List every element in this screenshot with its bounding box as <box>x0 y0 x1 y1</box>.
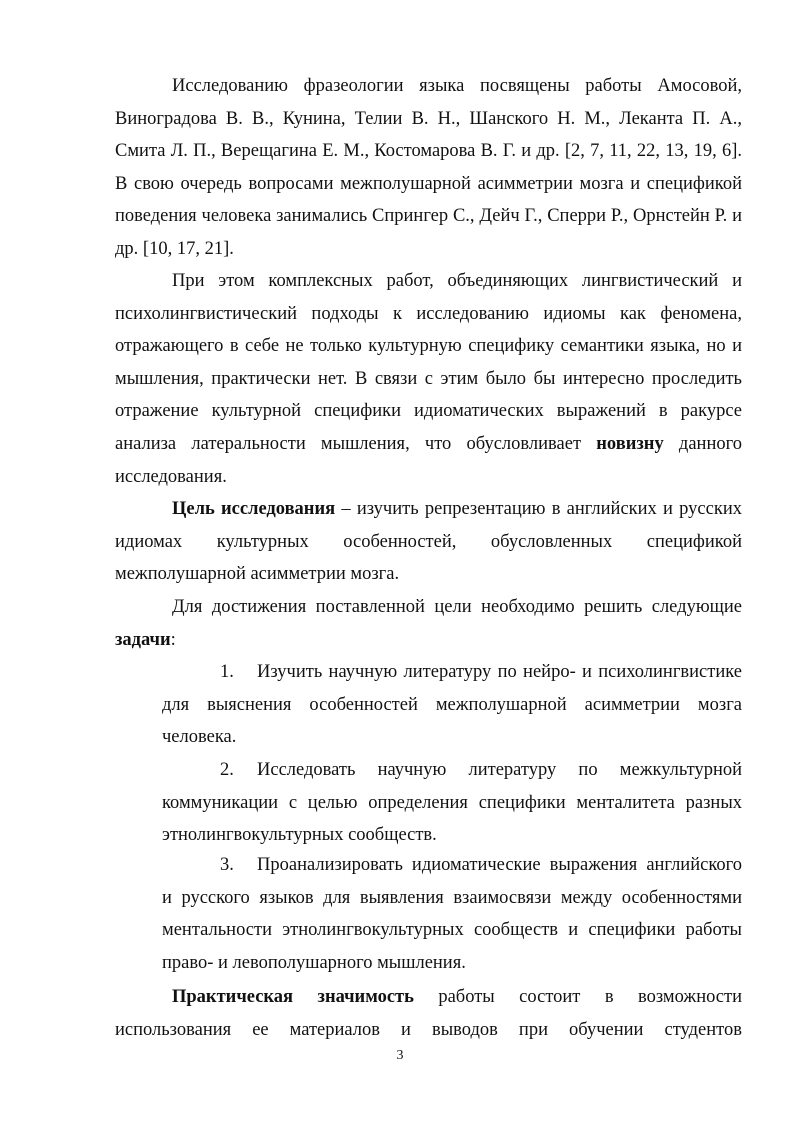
tasks-heading: задачи <box>115 629 171 650</box>
paragraph-literature-review <box>115 70 742 266</box>
paragraph-text: – изучить репрезентацию в английских и русских идиомах культурных особенностей, обусловленных спецификой межполушарной асимметрии мозга. <box>115 499 742 585</box>
goal-heading: Цель исследования <box>172 499 336 519</box>
novelty-term: новизну <box>596 433 664 454</box>
paragraph-text: работы состоит в возможности использования ее материалов и выводов при обучении студентов <box>115 987 742 1040</box>
paragraph-text: данного исследования. <box>115 433 742 487</box>
paragraph-goal <box>115 493 742 591</box>
page-number: 3 <box>396 1048 404 1063</box>
paragraph-text: При этом комплексных работ, объединяющих лингвистический и психолингвистический подходы к исследованию идиомы как феномена, отражающего в себе не только культурную специфику семантики языка, но и мышления, практически нет. В связи с этим было бы интересно проследить отражение культурной специфики идиоматических выражений в ракурсе анализа латеральности мышления, что обусловливает <box>115 271 742 454</box>
paragraph-text: Для достижения поставленной цели необходимо решить следующие <box>172 597 742 617</box>
practical-heading: Практическая <box>172 987 294 1007</box>
list-number: 2. <box>220 760 234 780</box>
list-item-text: Проанализировать идиоматические выражения английского и русского языков для выявления взаимосвязи между особенностями ментальности этнолингвокультурных сообществ и специфики работы право- и левополушарного мышления. <box>162 855 742 973</box>
list-item-task-3 <box>162 849 742 979</box>
list-item-text: Изучить научную литературу по нейро- и психолингвистике для выяснения особенностей межполушарной асимметрии мозга человека. <box>162 662 742 748</box>
paragraph-novelty <box>115 265 742 493</box>
list-number: 3. <box>220 855 234 875</box>
paragraph-tasks-intro <box>115 591 742 656</box>
list-item-text: Исследовать научную литературу по межкультурной коммуникации с целью определения специфики менталитета разных этнолингвокультурных сообществ. <box>162 760 742 846</box>
list-item-task-2 <box>162 754 742 852</box>
list-number: 1. <box>220 662 234 682</box>
significance-heading: значимость <box>317 987 414 1007</box>
paragraph-practical-significance <box>115 981 742 1046</box>
punctuation: : <box>170 629 176 650</box>
paragraph-text: Исследованию фразеологии языка посвящены работы Амосовой, Виноградова В. В., Кунина, Телии В. Н., Шанского Н. М., Леканта П. А., Смита Л. П., Верещагина Е. М., Костомарова В. Г. и др. [2, 7, 11, 22, 13, 19, 6]. В свою очередь вопросами межполушарной асимметрии мозга и спецификой поведения человека занимались Спрингер С., Дейч Г., Сперри Р., Орнстейн Р. и др. [10, 17, 21]. <box>115 76 742 259</box>
list-item-task-1 <box>162 656 742 754</box>
